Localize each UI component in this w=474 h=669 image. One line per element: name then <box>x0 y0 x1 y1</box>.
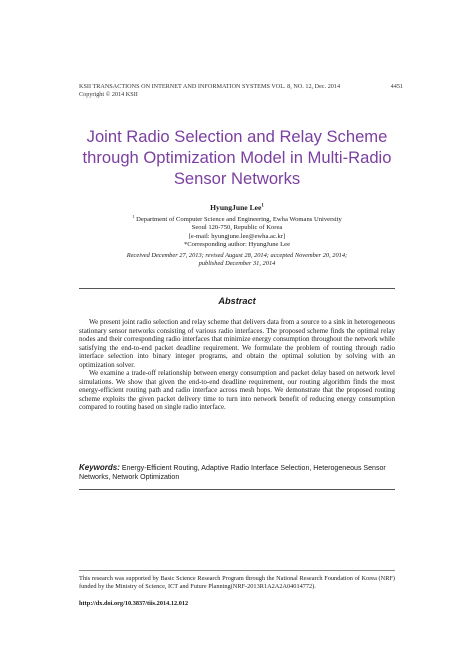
affiliation-address: Seoul 120-750, Republic of Korea <box>191 224 283 232</box>
keywords-block <box>79 464 395 482</box>
dates-line-1: Received December 27, 2013; revised August 28, 2014; accepted November 20, 2014; <box>126 252 348 259</box>
paper-title <box>50 126 424 189</box>
affiliation-department: $^1$ Department of Computer Science and Engineering, Ewha Womans University <box>132 214 342 224</box>
affiliation-superscript: 1 <box>132 214 135 219</box>
title-line-2: through Optimization Model in Multi-Radio <box>82 148 392 167</box>
publication-dates <box>79 252 395 268</box>
title-line-3: Sensor Networks <box>173 169 301 188</box>
affiliation-block <box>79 213 395 249</box>
footnote-rule <box>79 570 395 571</box>
affiliation-email: [e-mail: hyungjune.lee@ewha.ac.kr] <box>188 232 286 240</box>
keywords-text: Energy-Efficient Routing, Adaptive Radio Interface Selection, Heterogeneous Sensor Networks, Network Optimization <box>79 465 386 481</box>
author-superscript: 1 <box>261 203 264 209</box>
funding-footnote: This research was supported by Basic Science Research Program through the National Research Foundation of Korea (NRF) funded by the Ministry of Science, ICT and Future Planning(NRF-2013R1A2A2A04014772). <box>79 575 395 590</box>
journal-line: KSII TRANSACTIONS ON INTERNET AND INFORMATION SYSTEMS VOL. 8, NO. 12, Dec. 2014 <box>79 83 341 90</box>
abstract-heading: Abstract <box>218 296 256 306</box>
page-number: 4451 <box>390 83 403 90</box>
keywords-label: Keywords: <box>79 463 120 472</box>
divider-top <box>79 288 395 289</box>
abstract-body <box>79 318 395 412</box>
dates-line-2: published December 31, 2014 <box>198 260 276 267</box>
doi-link[interactable]: http://dx.doi.org/10.3837/tiis.2014.12.012 <box>79 600 189 607</box>
running-head <box>79 83 405 99</box>
copyright-line: Copyright © 2014 KSII <box>79 91 138 98</box>
author-text: HyungJune Lee <box>210 203 262 212</box>
author-name <box>79 203 395 212</box>
abstract-paragraph-2: We examine a trade-off relationship between energy consumption and packet delay based on network level simulations. We show that given the end-to-end deadline requirement, our routing algorithm finds the most energy-efficient routing path and radio interface across mesh hops. We demonstrate that the proposed routing scheme exploits the given packet delivery time to turn into network benefit of reducing energy consumption compared to routing based on single radio interface. <box>79 369 395 412</box>
title-line-1: Joint Radio Selection and Relay Scheme <box>86 127 388 146</box>
abstract-paragraph-1: We present joint radio selection and relay scheme that delivers data from a source to a sink in heterogeneous stationary sensor networks consisting of various radio interfaces. The proposed scheme finds the optimal relay nodes and their corresponding radio interfaces that minimize energy consumption throughout the network while satisfying the end-to-end packet deadline requirement. We formulate the problem of routing through radio interface selection into binary integer programs, and obtain the optimal solution by solving with an optimization solver. <box>79 318 395 369</box>
divider-bottom <box>79 489 395 490</box>
corresponding-author: *Corresponding author: HyungJune Lee <box>183 240 291 248</box>
